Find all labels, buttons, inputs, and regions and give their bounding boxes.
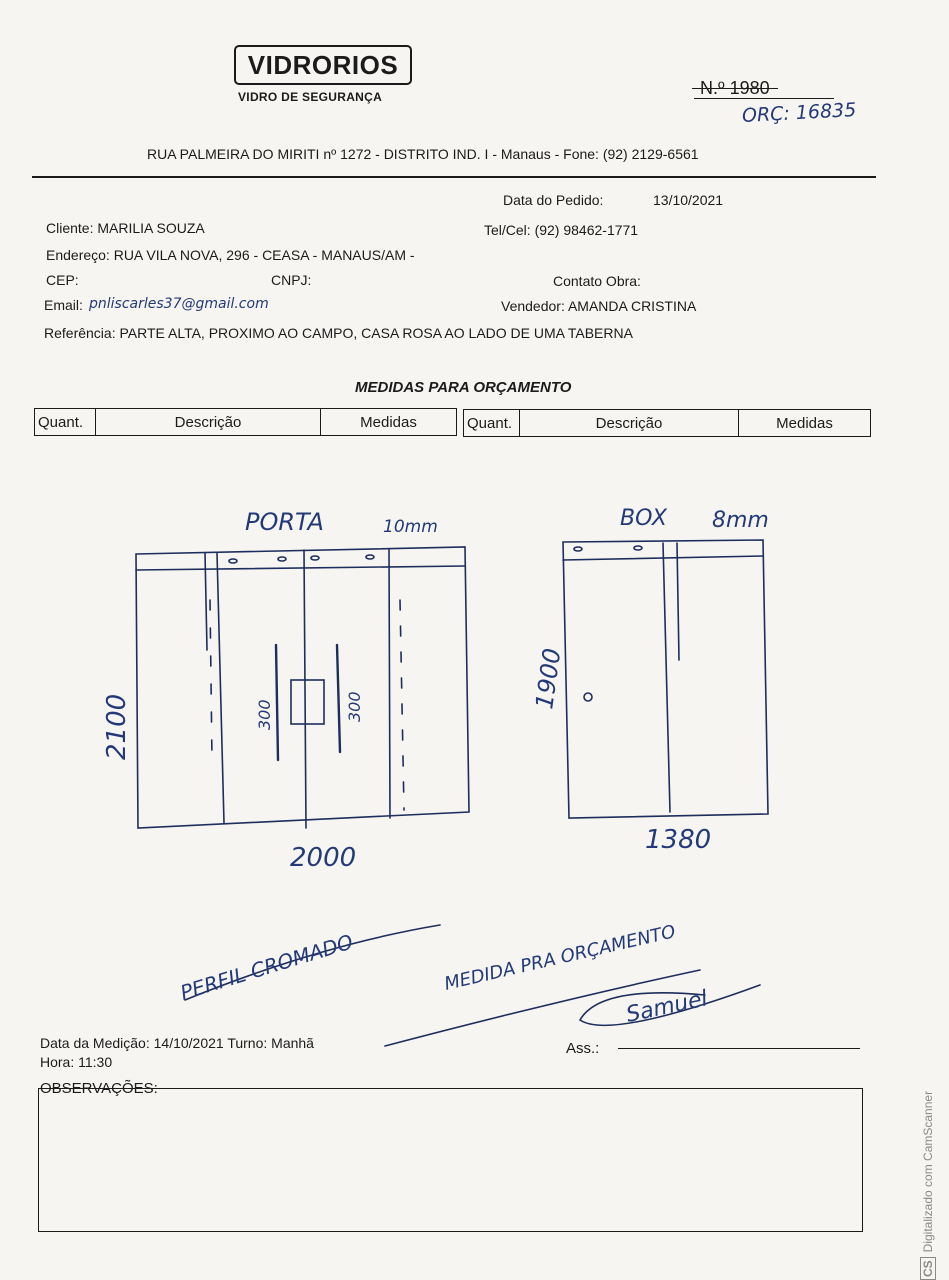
client-reference: Referência: PARTE ALTA, PROXIMO AO CAMPO, CASA ROSA AO LADO DE UMA TABERNA bbox=[44, 325, 633, 341]
order-date: 13/10/2021 bbox=[653, 192, 724, 208]
door-handle-left bbox=[276, 645, 278, 760]
door-hole bbox=[229, 559, 237, 563]
handle-left-length: 300 bbox=[255, 699, 274, 730]
measurement-date: Data da Medição: 14/10/2021 Turno: Manhã bbox=[40, 1035, 314, 1051]
company-address: RUA PALMEIRA DO MIRITI nº 1272 - DISTRITO IND. I - Manaus - Fone: (92) 2129-6561 bbox=[147, 146, 699, 162]
order-date-label: Data do Pedido: bbox=[503, 192, 604, 208]
section-title: MEDIDAS PARA ORÇAMENTO bbox=[355, 379, 572, 396]
cep-label: CEP: bbox=[46, 272, 79, 288]
door-height: 2100 bbox=[102, 693, 132, 760]
box-hole bbox=[584, 693, 592, 701]
header-quant: Quant. bbox=[35, 409, 96, 436]
door-panel-line bbox=[217, 553, 224, 823]
email-value: pnliscarles37@gmail.com bbox=[89, 296, 269, 312]
door-hole bbox=[311, 556, 319, 560]
scanner-text: Digitalizado com CamScanner bbox=[921, 1090, 935, 1253]
box-hole bbox=[634, 546, 642, 550]
observations-box[interactable] bbox=[38, 1088, 863, 1232]
orc-handwritten: ORÇ: 16835 bbox=[741, 99, 857, 127]
measurer-signature: Samuel bbox=[624, 986, 710, 1028]
header-quant: Quant. bbox=[464, 410, 520, 437]
observations-label: OBSERVAÇÕES: bbox=[40, 1080, 158, 1097]
header-descricao: Descrição bbox=[520, 410, 739, 437]
box-panel-line bbox=[677, 543, 679, 660]
client-phone: Tel/Cel: (92) 98462-1771 bbox=[484, 222, 639, 238]
door-thickness: 10mm bbox=[383, 517, 438, 537]
contact-label: Contato Obra: bbox=[553, 273, 641, 289]
door-title: PORTA bbox=[245, 508, 324, 536]
cnpj-label: CNPJ: bbox=[271, 272, 312, 288]
door-outline bbox=[136, 547, 469, 828]
door-lock bbox=[291, 680, 324, 724]
box-height: 1900 bbox=[530, 646, 567, 711]
seller-name: Vendedor: AMANDA CRISTINA bbox=[501, 298, 697, 314]
door-panel-line bbox=[400, 600, 404, 810]
handle-right-length: 300 bbox=[345, 691, 364, 722]
order-number-text: N.º 1980 bbox=[700, 78, 770, 98]
header-medidas: Medidas bbox=[321, 409, 457, 436]
signature-label: Ass.: bbox=[566, 1040, 600, 1057]
door-panel-line bbox=[304, 550, 306, 828]
box-outline bbox=[563, 540, 768, 818]
box-hole bbox=[574, 547, 582, 551]
door-panel-line bbox=[210, 600, 212, 760]
signature-line bbox=[618, 1048, 860, 1049]
client-address: Endereço: RUA VILA NOVA, 296 - CEASA - MANAUS/AM - bbox=[46, 247, 415, 263]
budget-note: MEDIDA PRA ORÇAMENTO bbox=[442, 921, 678, 995]
box-title: BOX bbox=[620, 506, 667, 531]
door-hole bbox=[278, 557, 286, 561]
door-handle-right bbox=[337, 645, 340, 752]
header-descricao: Descrição bbox=[96, 409, 321, 436]
door-hole bbox=[366, 555, 374, 559]
box-thickness: 8mm bbox=[712, 508, 769, 533]
header-medidas: Medidas bbox=[739, 410, 871, 437]
box-width: 1380 bbox=[645, 825, 712, 855]
measurement-time: Hora: 11:30 bbox=[40, 1054, 113, 1070]
box-panel-line bbox=[663, 543, 670, 812]
email-label: Email: bbox=[44, 297, 83, 313]
door-top-rail bbox=[136, 566, 465, 570]
client-name: Cliente: MARILIA SOUZA bbox=[46, 220, 205, 236]
scanner-watermark bbox=[921, 1091, 935, 1280]
door-sketch bbox=[136, 547, 469, 1000]
profile-note: PERFIL CROMADO bbox=[177, 929, 356, 1005]
company-logo: VIDRORIOS bbox=[234, 45, 412, 85]
company-tagline: VIDRO DE SEGURANÇA bbox=[238, 90, 383, 104]
door-panel-line bbox=[389, 549, 390, 818]
door-width: 2000 bbox=[290, 843, 357, 873]
camscanner-icon: CS bbox=[920, 1257, 936, 1280]
box-sketch bbox=[563, 540, 768, 818]
door-panel-line bbox=[205, 553, 207, 650]
